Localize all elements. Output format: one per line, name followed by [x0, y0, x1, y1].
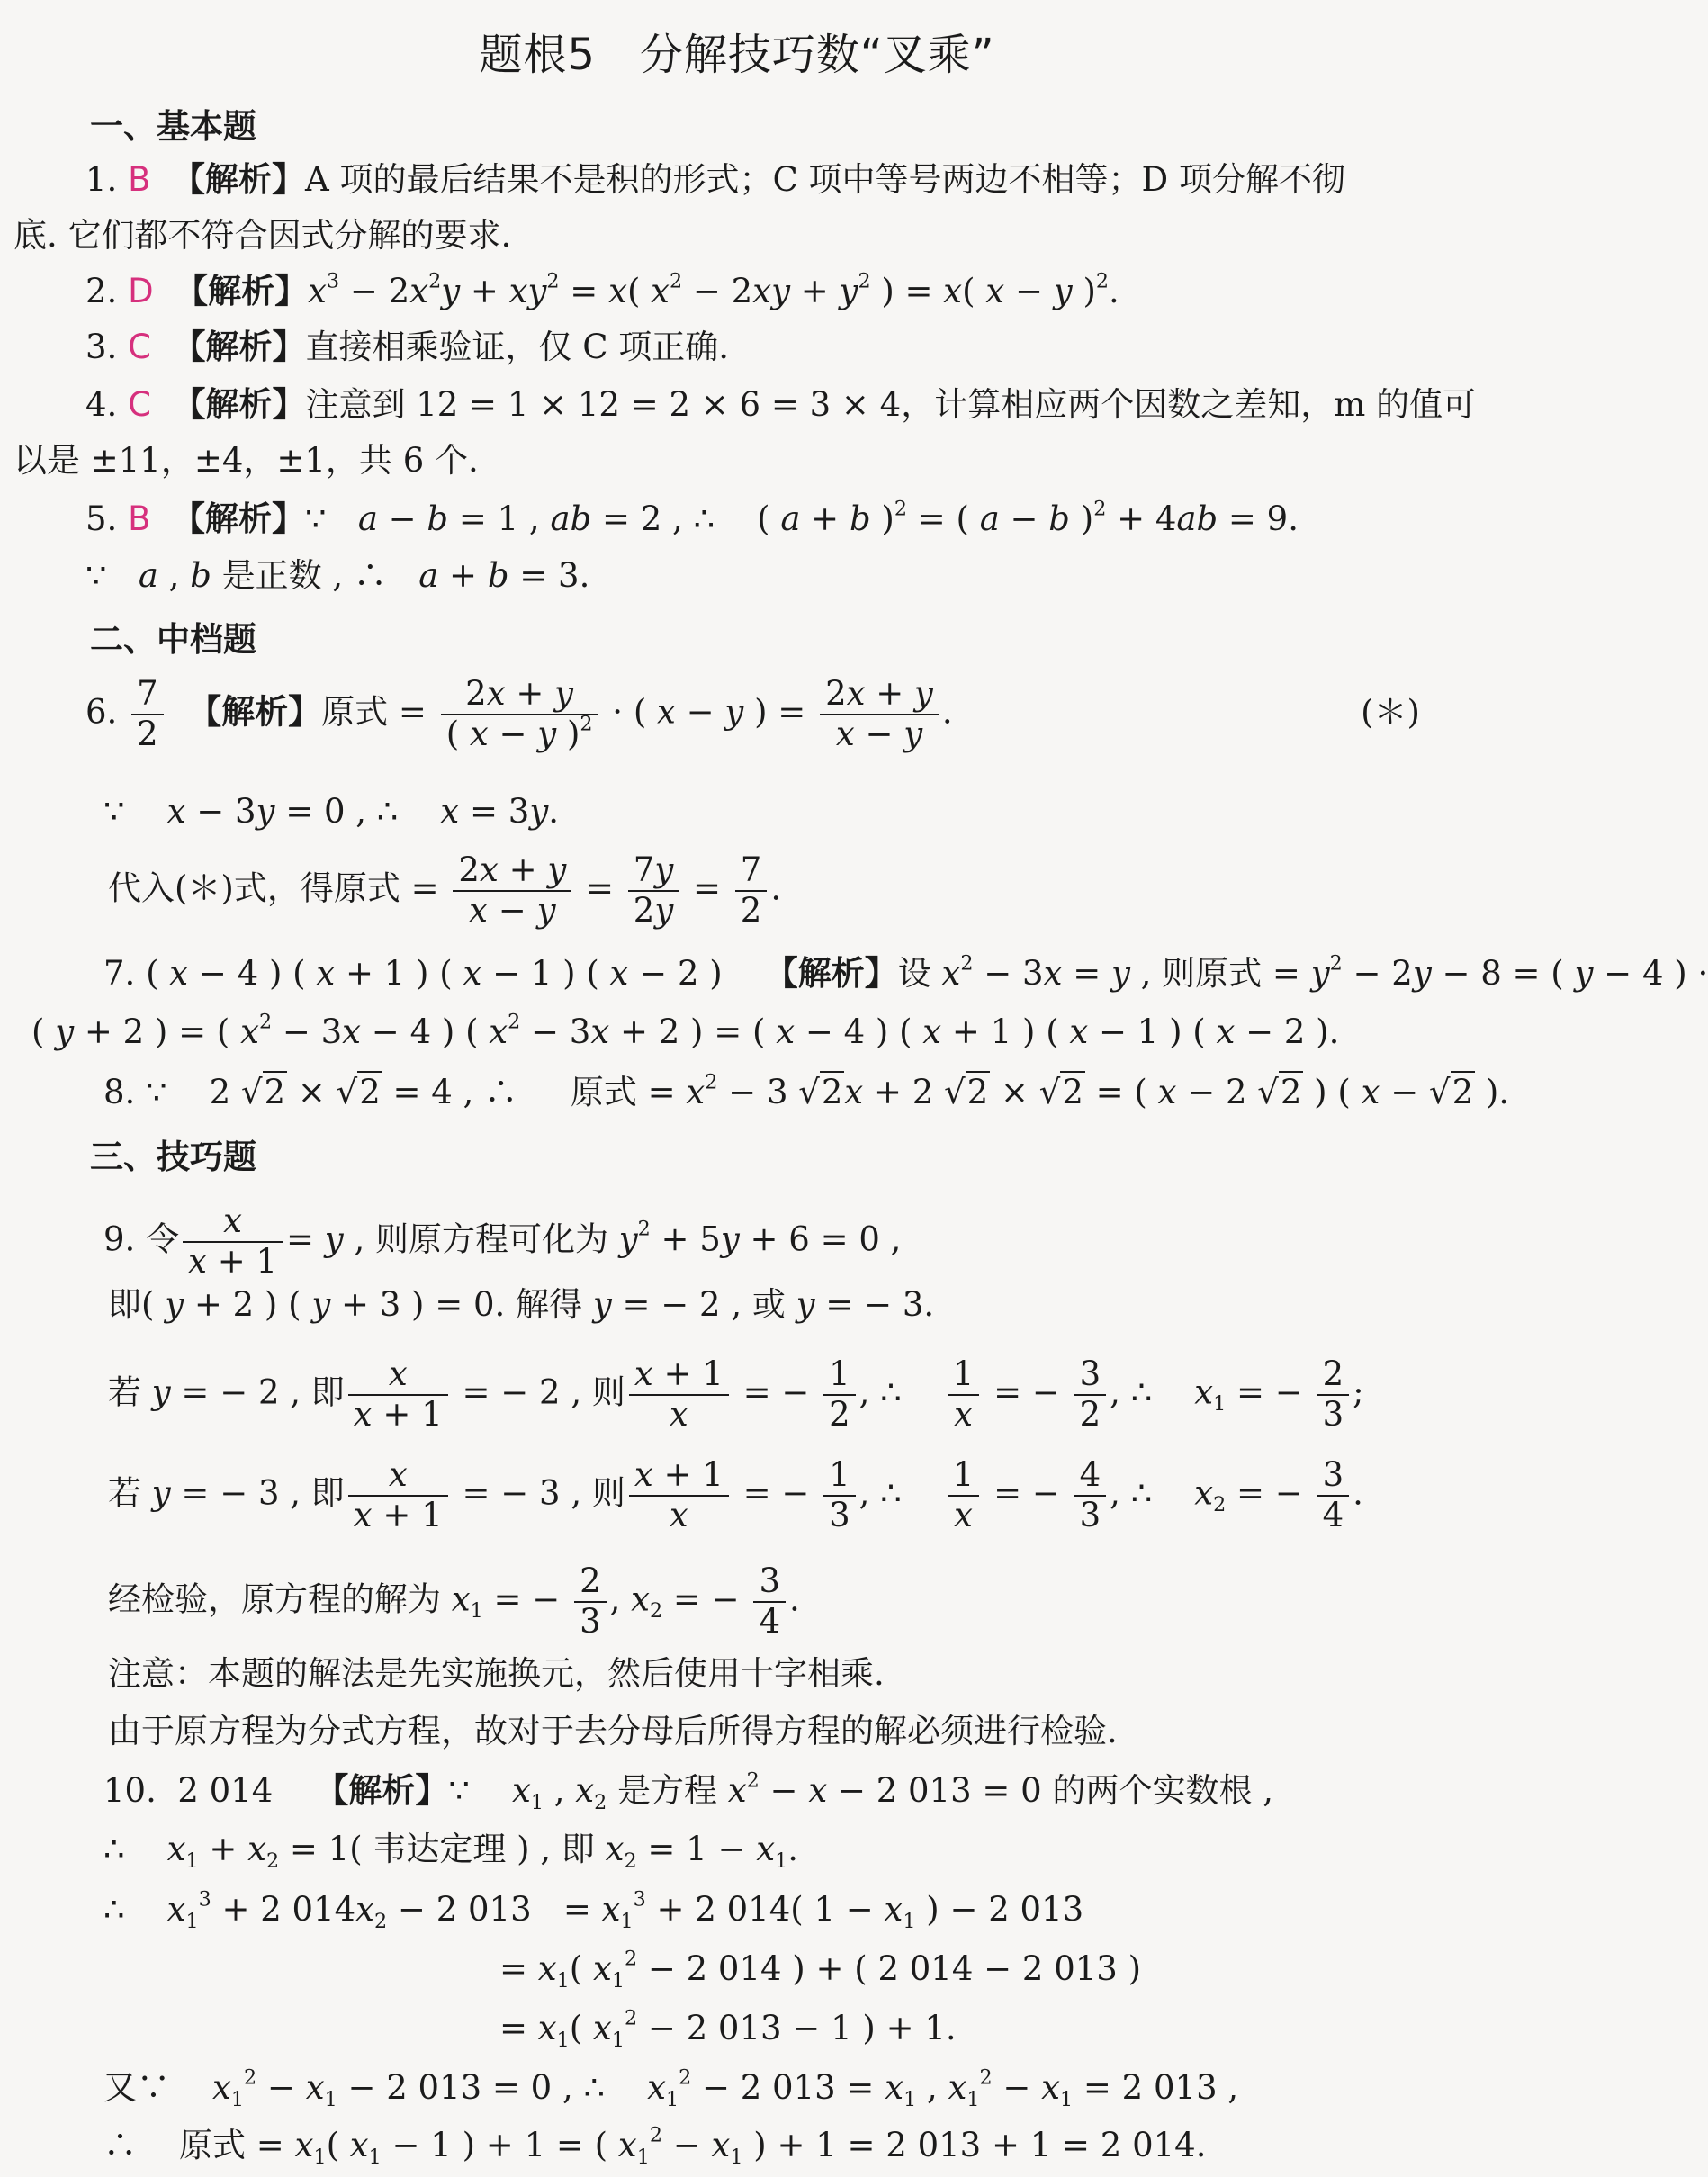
- q1-answer: B: [128, 160, 151, 199]
- q7-line1: 7. ( x − 4 ) ( x + 1 ) ( x − 1 ) ( x − 2 ) 【解析】设 $x^2 - 3x = y$ , 则原式 = $y^2 - 2y - 8$ = ( y − 4 ) ·: [103, 951, 1708, 993]
- q10-line7: ∴ 原式 = $x_1$( $x_1 - 1$ ) + 1 = ( $x_1^2 - x_1$ ) + 1 = 2 013 + 1 = 2 014.: [103, 2123, 1207, 2169]
- q10-line3: ∴ $x_1^3 + 2$ $014x_2 - 2$ $013 = x_1^3 + 2$ 014( $1 - x_1$ ) − 2 013: [103, 1887, 1084, 1933]
- q4-text1: 注意到 12 = 1 × 12 = 2 × 6 = 3 × 4，计算相应两个因数之差知，m 的值可: [305, 385, 1477, 424]
- q5-jiexi-label: 【解析】: [172, 499, 305, 538]
- q5-answer: B: [128, 499, 151, 538]
- q9-line2: 即( y + 2 ) ( y + 3 ) = 0. 解得 y = − 2 , 或 y = − 3.: [108, 1285, 935, 1324]
- q6-marker: (＊): [1361, 693, 1420, 732]
- q9-line3: 若 y = − 2 , 即 $\frac{x}{x + 1}$ = − 2 , 则 $\frac{x + 1}{x}$ = − $\frac{1}{2}$ , ∴ $\frac{1}{x}$ = − $\frac{3}{2}$ , ∴ $x_1$ = − $\frac{2}{3}$ ;: [108, 1354, 1364, 1434]
- q6-sub-text: 代入(＊)式，得原式 =: [108, 868, 439, 908]
- q10-line1: 10. 2 014 【解析】∵ $x_1$ , $x_2$ 是方程 $x^2 - x - 2$ 013 = 0 的两个实数根 ,: [103, 1768, 1273, 1814]
- q7-jiexi-label: 【解析】: [764, 954, 898, 993]
- q9-note1: 注意：本题的解法是先实施换元，然后使用十字相乘.: [108, 1654, 885, 1693]
- q1-text1: A 项的最后结果不是积的形式；C 项中等号两边不相等；D 项分解不彻: [305, 160, 1345, 199]
- q10-line6: 又∵ $x_1^2 - x_1 - 2$ 013 = 0 , ∴ $x_1^2 - 2$ $013 = x_1$ , $x_1^2 - x_1 = 2$ 013 ,: [103, 2065, 1239, 2111]
- section-mid: 二、中档题: [90, 620, 256, 659]
- page-title: 题根5 分解技巧数“叉乘”: [479, 30, 995, 80]
- q1-jiexi-label: 【解析】: [172, 160, 305, 199]
- q6-answer-fraction: $\frac{7}{2}$: [131, 677, 164, 752]
- q10-line5: = $x_1$( $x_1^2 - 2$ 013 − 1 ) + 1.: [499, 2006, 957, 2052]
- q10-line2: ∴ $x_1 + x_2 = 1$( 韦达定理 ) , 即 $x_2 = 1 - x_1$.: [103, 1830, 798, 1873]
- q10-jiexi-label: 【解析】: [315, 1771, 449, 1810]
- q6-jiexi-label: 【解析】: [188, 692, 322, 732]
- q9-line4: 若 y = − 3 , 即 $\frac{x}{x + 1}$ = − 3 , 则 $\frac{x + 1}{x}$ = − $\frac{1}{3}$ , ∴ $\frac{1}{x}$ = − $\frac{4}{3}$ , ∴ $x_2$ = − $\frac{3}{4}$ .: [108, 1455, 1363, 1534]
- q6-line2: ∵ x − 3y = 0 , ∴ x = 3y.: [103, 792, 560, 831]
- q6-line3: 代入(＊)式，得原式 = $\frac{2x + y}{x - y}$ = $\frac{7y}{2y}$ = $\frac{7}{2}$ .: [108, 850, 782, 930]
- section-skill: 三、技巧题: [90, 1138, 256, 1176]
- q4-answer: C: [128, 385, 151, 424]
- q10-line4: = $x_1$( $x_1^2 - 2$ 014 ) + ( 2 014 − 2 013 ): [499, 1947, 1142, 1993]
- q3-line: 3. C 【解析】直接相乘验证，仅 C 项正确.: [85, 328, 730, 366]
- q4-line1: 4. C 【解析】注意到 12 = 1 × 12 = 2 × 6 = 3 × 4，计算相应两个因数之差知，m 的值可: [85, 385, 1477, 424]
- q5-line1: 5. B 【解析】∵ a − b = 1 , ab = 2 , ∴ ( a + b )$^2$ = ( a − b )$^2$ + 4ab = 9.: [85, 497, 1299, 538]
- q3-jiexi-label: 【解析】: [172, 328, 306, 366]
- q10-answer: 2 014: [177, 1771, 274, 1810]
- q3-answer: C: [128, 328, 151, 366]
- q6-prefix: 原式 =: [321, 692, 427, 732]
- q5-line2: ∵ a , b 是正数 , ∴ a + b = 3.: [85, 556, 590, 595]
- q8-line: 8. ∵ 2 √2 × √2 = 4 , ∴ 原式 = $x^2 - 3$ √2x + 2 √2 × √2 = ( x − 2 √2 ) ( x − √2 ).: [103, 1070, 1510, 1111]
- q3-text: 直接相乘验证，仅 C 项正确.: [305, 328, 730, 366]
- q2-jiexi-label: 【解析】: [175, 272, 309, 310]
- q9-note2: 由于原方程为分式方程，故对于去分母后所得方程的解必须进行检验.: [108, 1712, 1118, 1750]
- q1-line1: 1. B 【解析】A 项的最后结果不是积的形式；C 项中等号两边不相等；D 项分解不彻: [85, 160, 1345, 199]
- q2-answer: D: [128, 272, 154, 310]
- q1-line2: 底. 它们都不符合因式分解的要求.: [13, 216, 512, 255]
- q7-line2: ( y + 2 ) = ( $x^2 - 3x - 4$ ) ( $x^2 - 3x + 2$ ) = ( x − 4 ) ( x + 1 ) ( x − 1 ) ( x − 2 ).: [31, 1010, 1340, 1051]
- q4-jiexi-label: 【解析】: [172, 385, 306, 424]
- q9-check-text: 经检验，原方程的解为: [108, 1579, 441, 1619]
- q6-line1: 6. $\frac{7}{2}$ 【解析】原式 = $\frac{2x + y}{( x - y )^2}$ · ( x − y ) = $\frac{2x + y}{x - y}$ .: [85, 674, 953, 753]
- section-basic: 一、基本题: [90, 107, 256, 146]
- q9-line5: 经检验，原方程的解为 $x_1$ = − $\frac{2}{3}$ , $x_2$ = − $\frac{3}{4}$ .: [108, 1561, 800, 1641]
- q9-line1: 9. 令 $\frac{x}{x + 1}$ = y , 则原方程可化为 $y^2 + 5y + 6 = 0$ ,: [103, 1201, 902, 1281]
- q4-line2: 以是 ±11，±4，±1，共 6 个.: [13, 441, 479, 480]
- q2-line: 2. D 【解析】$x^3 - 2x^2y + xy^2 = x$( $x^2 - 2xy + y^2$ ) = x( x − y )$^2$.: [85, 269, 1119, 310]
